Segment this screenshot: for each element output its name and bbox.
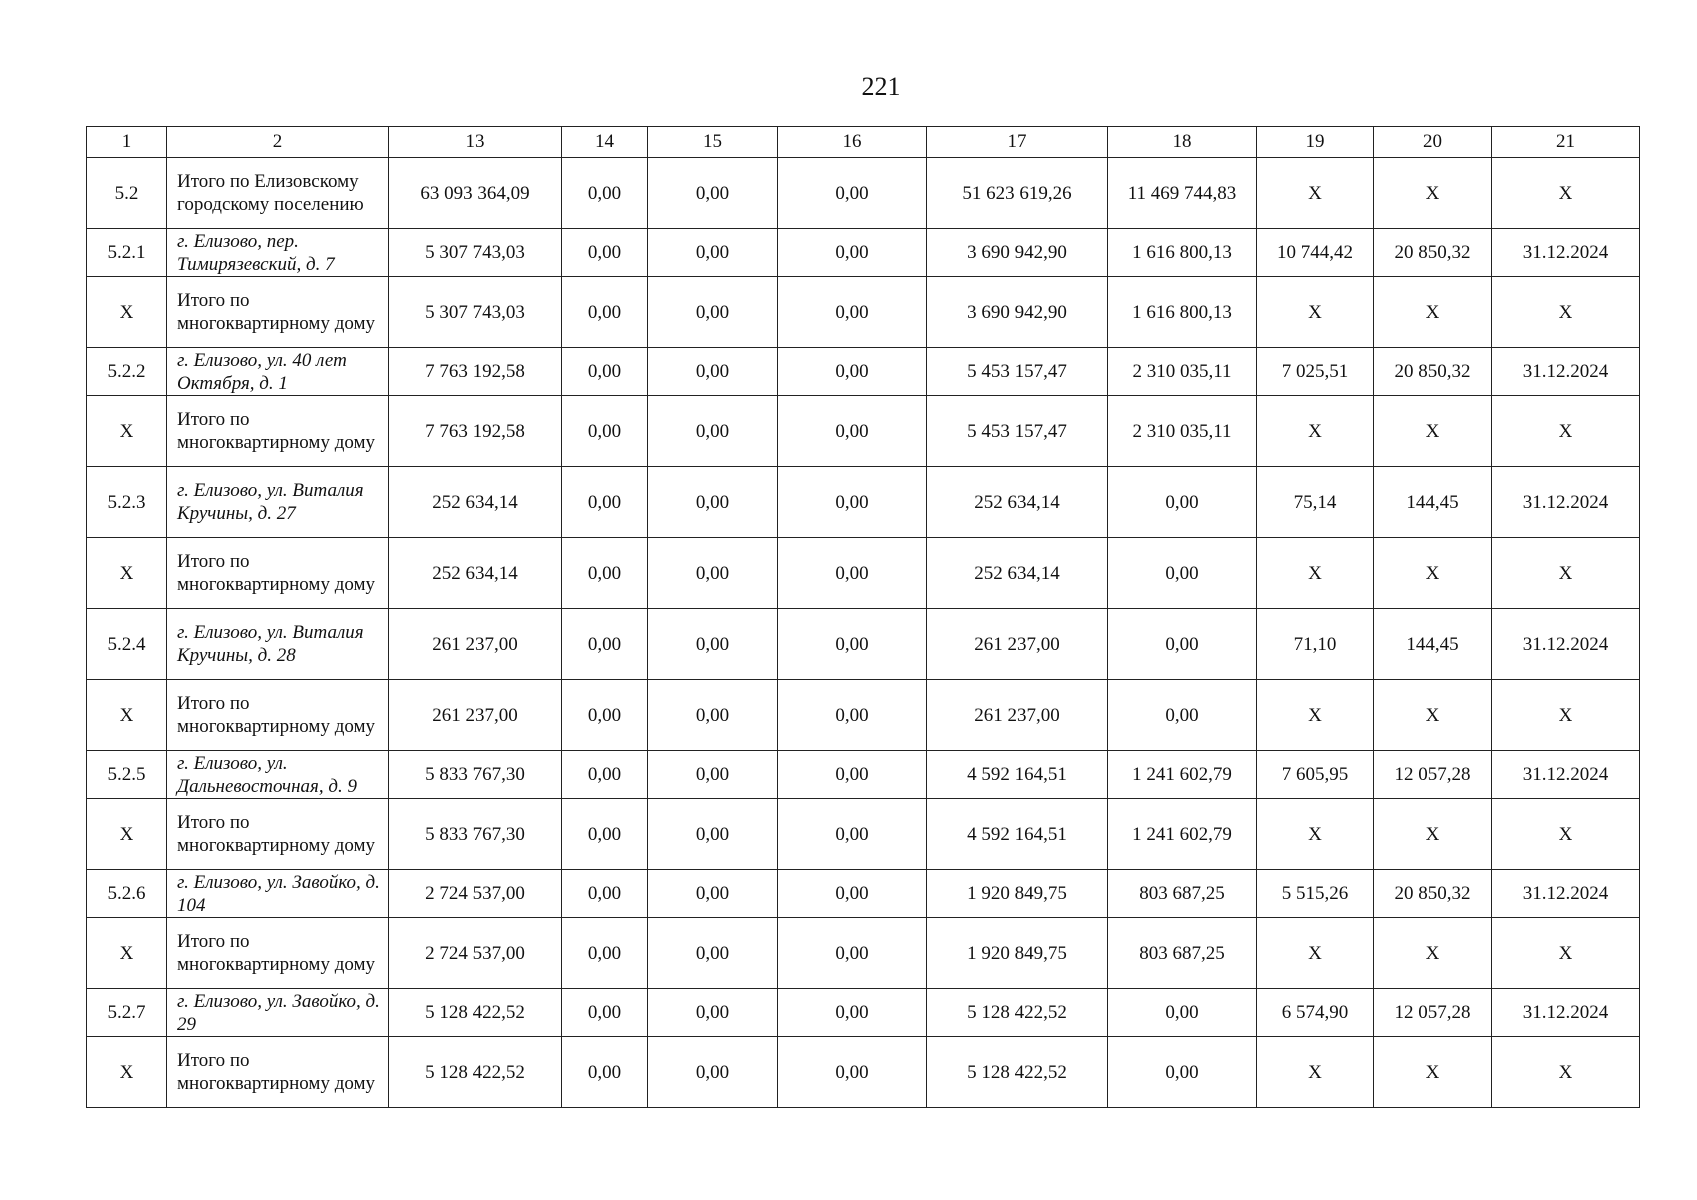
- value-cell: 5 128 422,52: [927, 989, 1108, 1037]
- name-cell: Итого по многоквартирному дому: [167, 680, 389, 751]
- value-cell: 0,00: [778, 799, 927, 870]
- value-cell: X: [1492, 1037, 1640, 1108]
- value-cell: 0,00: [562, 229, 648, 277]
- value-cell: 0,00: [562, 870, 648, 918]
- value-cell: 31.12.2024: [1492, 467, 1640, 538]
- value-cell: X: [1374, 396, 1492, 467]
- value-cell: 31.12.2024: [1492, 989, 1640, 1037]
- value-cell: X: [1374, 538, 1492, 609]
- value-cell: 261 237,00: [927, 680, 1108, 751]
- value-cell: 0,00: [562, 751, 648, 799]
- column-header: 1: [87, 127, 167, 158]
- value-cell: 0,00: [1108, 1037, 1257, 1108]
- value-cell: 5 515,26: [1257, 870, 1374, 918]
- table-row: [87, 799, 1640, 870]
- name-cell: Итого по многоквартирному дому: [167, 396, 389, 467]
- row-number-cell: 5.2.2: [87, 348, 167, 396]
- table-row: [87, 396, 1640, 467]
- row-number-cell: 5.2.4: [87, 609, 167, 680]
- value-cell: 0,00: [648, 609, 778, 680]
- value-cell: 0,00: [648, 870, 778, 918]
- column-header: 14: [562, 127, 648, 158]
- value-cell: 31.12.2024: [1492, 348, 1640, 396]
- value-cell: 2 310 035,11: [1108, 396, 1257, 467]
- table-row: [87, 680, 1640, 751]
- value-cell: 0,00: [648, 918, 778, 989]
- value-cell: 51 623 619,26: [927, 158, 1108, 229]
- column-header: 17: [927, 127, 1108, 158]
- value-cell: 252 634,14: [389, 467, 562, 538]
- value-cell: X: [1492, 277, 1640, 348]
- value-cell: X: [1492, 918, 1640, 989]
- value-cell: 261 237,00: [927, 609, 1108, 680]
- value-cell: 252 634,14: [389, 538, 562, 609]
- value-cell: 252 634,14: [927, 538, 1108, 609]
- value-cell: 6 574,90: [1257, 989, 1374, 1037]
- data-table: [86, 126, 1640, 1108]
- value-cell: 0,00: [648, 229, 778, 277]
- name-cell: Итого по многоквартирному дому: [167, 538, 389, 609]
- value-cell: 4 592 164,51: [927, 799, 1108, 870]
- value-cell: 20 850,32: [1374, 348, 1492, 396]
- value-cell: 0,00: [778, 158, 927, 229]
- value-cell: X: [1374, 918, 1492, 989]
- value-cell: X: [1257, 538, 1374, 609]
- value-cell: 2 724 537,00: [389, 870, 562, 918]
- value-cell: 1 241 602,79: [1108, 799, 1257, 870]
- value-cell: 0,00: [778, 229, 927, 277]
- row-number-cell: X: [87, 1037, 167, 1108]
- value-cell: 5 833 767,30: [389, 751, 562, 799]
- value-cell: 0,00: [648, 348, 778, 396]
- value-cell: 0,00: [562, 799, 648, 870]
- table-body: [87, 158, 1640, 1108]
- value-cell: 11 469 744,83: [1108, 158, 1257, 229]
- table-row: [87, 609, 1640, 680]
- column-header: 2: [167, 127, 389, 158]
- value-cell: X: [1374, 1037, 1492, 1108]
- value-cell: 0,00: [648, 158, 778, 229]
- name-cell: г. Елизово, ул. Виталия Кручины, д. 27: [167, 467, 389, 538]
- value-cell: 3 690 942,90: [927, 277, 1108, 348]
- value-cell: 803 687,25: [1108, 870, 1257, 918]
- value-cell: 31.12.2024: [1492, 870, 1640, 918]
- value-cell: 0,00: [648, 680, 778, 751]
- value-cell: 0,00: [648, 799, 778, 870]
- value-cell: 0,00: [778, 918, 927, 989]
- row-number-cell: 5.2.1: [87, 229, 167, 277]
- table-row: [87, 1037, 1640, 1108]
- value-cell: 7 763 192,58: [389, 396, 562, 467]
- column-header: 19: [1257, 127, 1374, 158]
- row-number-cell: 5.2.6: [87, 870, 167, 918]
- value-cell: X: [1492, 538, 1640, 609]
- value-cell: 5 128 422,52: [389, 989, 562, 1037]
- value-cell: X: [1492, 396, 1640, 467]
- name-cell: г. Елизово, ул. Дальневосточная, д. 9: [167, 751, 389, 799]
- value-cell: 0,00: [778, 1037, 927, 1108]
- value-cell: 0,00: [778, 396, 927, 467]
- row-number-cell: 5.2.3: [87, 467, 167, 538]
- value-cell: X: [1492, 799, 1640, 870]
- value-cell: 0,00: [562, 918, 648, 989]
- value-cell: 5 833 767,30: [389, 799, 562, 870]
- value-cell: X: [1257, 799, 1374, 870]
- value-cell: 803 687,25: [1108, 918, 1257, 989]
- value-cell: 20 850,32: [1374, 870, 1492, 918]
- name-cell: Итого по многоквартирному дому: [167, 277, 389, 348]
- value-cell: 2 310 035,11: [1108, 348, 1257, 396]
- value-cell: 7 763 192,58: [389, 348, 562, 396]
- value-cell: X: [1492, 680, 1640, 751]
- value-cell: 0,00: [648, 277, 778, 348]
- value-cell: X: [1257, 1037, 1374, 1108]
- value-cell: 3 690 942,90: [927, 229, 1108, 277]
- value-cell: 0,00: [1108, 680, 1257, 751]
- value-cell: 5 128 422,52: [389, 1037, 562, 1108]
- value-cell: 0,00: [562, 989, 648, 1037]
- value-cell: 0,00: [562, 158, 648, 229]
- value-cell: 0,00: [648, 751, 778, 799]
- value-cell: 75,14: [1257, 467, 1374, 538]
- value-cell: 261 237,00: [389, 609, 562, 680]
- value-cell: 144,45: [1374, 609, 1492, 680]
- value-cell: 20 850,32: [1374, 229, 1492, 277]
- value-cell: 1 920 849,75: [927, 918, 1108, 989]
- value-cell: 1 616 800,13: [1108, 277, 1257, 348]
- column-header: 20: [1374, 127, 1492, 158]
- value-cell: 144,45: [1374, 467, 1492, 538]
- table-row: [87, 989, 1640, 1037]
- value-cell: 31.12.2024: [1492, 751, 1640, 799]
- value-cell: X: [1374, 680, 1492, 751]
- value-cell: 0,00: [562, 396, 648, 467]
- table-row: [87, 467, 1640, 538]
- value-cell: X: [1257, 277, 1374, 348]
- value-cell: 0,00: [778, 751, 927, 799]
- name-cell: г. Елизово, ул. 40 лет Октября, д. 1: [167, 348, 389, 396]
- value-cell: 10 744,42: [1257, 229, 1374, 277]
- value-cell: 1 241 602,79: [1108, 751, 1257, 799]
- page-number: 221: [861, 72, 901, 101]
- value-cell: 12 057,28: [1374, 751, 1492, 799]
- row-number-cell: 5.2.7: [87, 989, 167, 1037]
- value-cell: 0,00: [562, 277, 648, 348]
- name-cell: Итого по Елизовскому городскому поселению: [167, 158, 389, 229]
- value-cell: 1 920 849,75: [927, 870, 1108, 918]
- value-cell: 0,00: [648, 1037, 778, 1108]
- table-row: [87, 751, 1640, 799]
- row-number-cell: X: [87, 680, 167, 751]
- value-cell: 5 307 743,03: [389, 277, 562, 348]
- table-row: [87, 538, 1640, 609]
- row-number-cell: X: [87, 799, 167, 870]
- table-row: [87, 918, 1640, 989]
- row-number-cell: X: [87, 918, 167, 989]
- row-number-cell: 5.2.5: [87, 751, 167, 799]
- value-cell: 5 453 157,47: [927, 348, 1108, 396]
- table-row: [87, 277, 1640, 348]
- value-cell: 4 592 164,51: [927, 751, 1108, 799]
- column-header: 15: [648, 127, 778, 158]
- value-cell: X: [1257, 680, 1374, 751]
- value-cell: 5 128 422,52: [927, 1037, 1108, 1108]
- value-cell: 0,00: [648, 989, 778, 1037]
- header-row: [87, 127, 1640, 158]
- value-cell: X: [1374, 277, 1492, 348]
- value-cell: X: [1492, 158, 1640, 229]
- value-cell: 0,00: [562, 1037, 648, 1108]
- value-cell: 71,10: [1257, 609, 1374, 680]
- value-cell: 0,00: [778, 989, 927, 1037]
- value-cell: 0,00: [778, 467, 927, 538]
- value-cell: 0,00: [648, 467, 778, 538]
- name-cell: Итого по многоквартирному дому: [167, 918, 389, 989]
- column-header: 13: [389, 127, 562, 158]
- table-row: [87, 158, 1640, 229]
- value-cell: 31.12.2024: [1492, 609, 1640, 680]
- value-cell: 2 724 537,00: [389, 918, 562, 989]
- value-cell: 0,00: [648, 396, 778, 467]
- table-row: [87, 229, 1640, 277]
- value-cell: 0,00: [778, 680, 927, 751]
- column-header: 21: [1492, 127, 1640, 158]
- value-cell: 0,00: [562, 467, 648, 538]
- value-cell: 0,00: [778, 348, 927, 396]
- name-cell: г. Елизово, ул. Завойко, д. 104: [167, 870, 389, 918]
- value-cell: 252 634,14: [927, 467, 1108, 538]
- name-cell: г. Елизово, ул. Завойко, д. 29: [167, 989, 389, 1037]
- value-cell: 5 453 157,47: [927, 396, 1108, 467]
- value-cell: 0,00: [648, 538, 778, 609]
- value-cell: 0,00: [1108, 467, 1257, 538]
- value-cell: X: [1374, 799, 1492, 870]
- column-header: 16: [778, 127, 927, 158]
- value-cell: 0,00: [562, 538, 648, 609]
- value-cell: 63 093 364,09: [389, 158, 562, 229]
- value-cell: 0,00: [562, 680, 648, 751]
- name-cell: Итого по многоквартирному дому: [167, 1037, 389, 1108]
- value-cell: 12 057,28: [1374, 989, 1492, 1037]
- row-number-cell: X: [87, 277, 167, 348]
- value-cell: 0,00: [562, 609, 648, 680]
- value-cell: 0,00: [778, 870, 927, 918]
- value-cell: 0,00: [778, 538, 927, 609]
- value-cell: X: [1257, 396, 1374, 467]
- column-header: 18: [1108, 127, 1257, 158]
- value-cell: X: [1257, 918, 1374, 989]
- value-cell: 7 605,95: [1257, 751, 1374, 799]
- row-number-cell: 5.2: [87, 158, 167, 229]
- value-cell: 31.12.2024: [1492, 229, 1640, 277]
- value-cell: 0,00: [1108, 609, 1257, 680]
- row-number-cell: X: [87, 396, 167, 467]
- value-cell: 7 025,51: [1257, 348, 1374, 396]
- value-cell: 5 307 743,03: [389, 229, 562, 277]
- table-row: [87, 348, 1640, 396]
- value-cell: X: [1374, 158, 1492, 229]
- value-cell: 1 616 800,13: [1108, 229, 1257, 277]
- name-cell: г. Елизово, ул. Виталия Кручины, д. 28: [167, 609, 389, 680]
- table-row: [87, 870, 1640, 918]
- name-cell: г. Елизово, пер. Тимирязевский, д. 7: [167, 229, 389, 277]
- row-number-cell: X: [87, 538, 167, 609]
- value-cell: 0,00: [1108, 989, 1257, 1037]
- value-cell: 261 237,00: [389, 680, 562, 751]
- value-cell: 0,00: [778, 609, 927, 680]
- value-cell: 0,00: [778, 277, 927, 348]
- value-cell: 0,00: [562, 348, 648, 396]
- value-cell: 0,00: [1108, 538, 1257, 609]
- value-cell: X: [1257, 158, 1374, 229]
- name-cell: Итого по многоквартирному дому: [167, 799, 389, 870]
